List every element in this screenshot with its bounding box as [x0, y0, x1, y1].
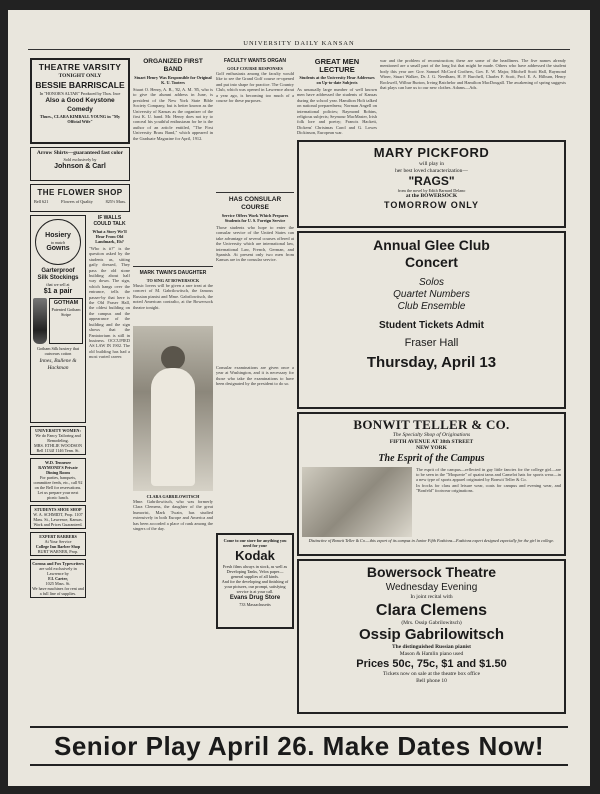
students-shoe-ad [30, 505, 86, 529]
photo-caption: CLARA GABRILOWITSCH [146, 494, 200, 499]
masthead-rule [28, 49, 570, 50]
bonwit-city: NEW YORK [416, 445, 447, 451]
hosiery-patented: Patented Gotham Stripe [51, 307, 81, 317]
pickford-venue: at the BOWERSOCK [405, 193, 458, 199]
column-two-divider [133, 266, 213, 267]
great-men-subhead: Students at the University Hear Addresses on Up-to-date Subjects [299, 75, 375, 85]
great-men-body: As unusually large number of well known men have addressed the students of Kansas during the school year. Hamilton Holt talked on national preparedness; Norman Angell on international policies; Raymond Robins, religious subjects; Seymour MacMaster, Irish folk lore and poetry; Francis Hackett, Dickens' Christmas Carol and G. Lowes Dickinson, European war. [297, 87, 377, 136]
first-band-subhead: Stuart Henry Was Responsible for Original K. U. Tooters [134, 75, 212, 85]
twain-daughter-body: Music lovers will be given a rare treat at the concert of M. Gabrilowitsch, the famous Russian pianist and Mme. Gabrilowitsch, the noted American contralto, at the Bowersock theatre tonight. [133, 283, 213, 310]
consular-head: HAS CONSULAR COURSE [228, 196, 282, 211]
corona-title: Corona and Fox Typewriters [32, 561, 84, 566]
flower-shop-flowers: Flowers of Quality [61, 199, 93, 204]
bonwit-text [416, 467, 561, 537]
barber-shop: College Inn Barber Shop [35, 544, 81, 549]
hosiery-seller: Innes, Bullene & Hackman [39, 358, 77, 371]
flower-shop-title: THE FLOWER SHOP [37, 188, 123, 197]
bowersock-desc: The distinguished Russian pianist [391, 644, 472, 650]
bonwit-teller-ad [297, 412, 566, 556]
walls-talk-subhead: What a Story We'll Hear From Old Landmark, Eh? [92, 229, 127, 244]
consular-subhead: Service Offers Work Which Prepares Students for U. S. Foreign Service [221, 213, 289, 223]
glee-date: Thursday, April 13 [366, 354, 497, 371]
great-men-continued: war and the problem of reconstruction; these are some of the headliners. The five names already mentioned are a small part of the long list that might be made. Others who have addressed the student body this year are: Gov. Samuel McCord Crothers, Gov. E. W. Major, Mitchell Scott Hall, Raymond Winer, Stuart Walker, Dr. J. G. Needham, H. P. Burchell, Charles F. Scott, Prof. E. A. Hilburn, Henry Rockwell, Wilbur Burton, Irving Batchelor and Hamilton MacDougall. The awakening of spring suggests that plays can lure us to our new clothes. Adams—Ads. [380, 58, 566, 91]
hosiery-tagline: Gotham Silk hosiery that outwears cotton [37, 346, 79, 356]
first-band-head: ORGANIZED FIRST BAND [143, 58, 203, 73]
students-text: W. A. SCHMIDT, Prop. 1107 Mass. St., Lawrence, Kansas. Work and Prices Guaranteed. [33, 512, 83, 527]
senior-play-banner [30, 726, 568, 766]
faculty-golf-head: FACULTY WANTS ORGAN [223, 58, 287, 64]
masthead: UNIVERSITY DAILY KANSAN [243, 40, 355, 47]
bowersock-ad [297, 559, 566, 714]
barbers-ad [30, 532, 86, 556]
raymonds-text: For parties, banquets, committee feeds, etc., call 92 on the Bell for reservations. Let us prepare your next picnic lunch. [33, 475, 83, 500]
clara-photo [133, 326, 213, 491]
theatre-varsity-ad [30, 58, 130, 144]
walls-talk-head: IF WALLS COULD TALK [93, 215, 126, 227]
consular-body: Those students who hope to enter the consular service of the United States can take advantage of several courses offered at the University which are international law, international Law, French, German, and Spanish. At present only two men from Kansas are in the consular service. [216, 225, 294, 263]
mary-pickford-ad [297, 140, 566, 228]
corona-note: We have machines for rent and a full line of supplies. [32, 586, 84, 596]
arrow-shirts-seller: Johnson & Carl [54, 162, 106, 170]
hosiery-and-walls [30, 215, 130, 426]
bonwit-content [302, 467, 561, 537]
glee-solos: Solos [418, 277, 444, 288]
hosiery-line1: Hosiery [45, 231, 71, 239]
pickford-when: TOMORROW ONLY [383, 199, 479, 210]
bowersock-clara: Clara Clemens [375, 601, 488, 619]
twain-daughter-subhead: TO SING AT BOWERSOCK [146, 278, 200, 283]
column-two [133, 58, 213, 718]
photo-dress [151, 368, 195, 486]
great-men-head: GREAT MEN LECTURE [314, 58, 360, 74]
corona-ad [30, 559, 86, 598]
flower-shop-address: 825½ Mass. [105, 199, 126, 204]
pickford-title: "RAGS" [408, 174, 455, 188]
first-band-body: Stuart O. Henry, A. B., '82, A. M. '85, who is to give the alumni address in June, is president of the New York State Bible Society Company, but is better known as the University of Kansas as the organizer of the first K. U. band. Mr. Henry does not try to conceal his youthful enthusiasm for he is the author of an article entitled, "The First University Brass Band," which appeared in the Graduate Magazine for April, 1912. [133, 87, 213, 141]
faculty-golf-body: Golf enthusiasts among the faculty would like to see the Grand Golf course re-opened and put into shape for practice. The Country Club, which was opened in Lawrence about a year ago, is becoming too much of a course for these purposes. [216, 71, 294, 104]
hosiery-silk: Silk Stockings [37, 275, 79, 281]
corona-seller: F.I. Carter, [48, 576, 68, 581]
right-ads [297, 140, 566, 717]
bonwit-footer: Distinctive of Bonwit Teller & Co.—this expert of its campus in Junior Fifth Fashions—Fashions expert designed especially for the girl in college. [308, 537, 555, 543]
glee-title-2: Concert [405, 254, 458, 270]
faculty-golf-subhead: GOLF COURSE RESPONSES [227, 66, 283, 71]
glee-tickets: Student Tickets Admit [378, 320, 484, 331]
tailor-name: MRS. ETHLIE WOODSON [34, 443, 82, 448]
glee-title-1: Annual Glee Club [373, 237, 490, 253]
pickford-author: from the novel by Edith Barnard Delano [397, 188, 466, 193]
flower-shop-bell: Bell 621 [34, 199, 49, 204]
flower-shop-ad [30, 184, 130, 212]
twain-daughter-body-2: Mme. Gabrilowitsch, who was formerly Clara Clemens, the daughter of the great humorist, Mark Twain, has studied extensively in both Europe and America and has been accorded a place of rank among the singers of the day. [133, 499, 213, 532]
university-women-ad [30, 426, 86, 455]
glee-ensemble: Club Ensemble [397, 301, 466, 312]
bowersock-phone: Bell phone 10 [416, 677, 447, 684]
barbers-title: EXPERT BARBERS [39, 534, 77, 539]
hosiery-line3: Gowns [46, 244, 70, 252]
hosiery-brand: GOTHAM [53, 300, 79, 306]
left-small-ads [30, 426, 86, 598]
bowersock-piano: Mason & Hamlin piano used [399, 650, 464, 657]
hosiery-wear: that we sell at [46, 282, 70, 287]
photo-head [161, 346, 185, 370]
senior-play-text: Senior Play April 26. Make Dates Now! [53, 730, 545, 761]
bowersock-title: Bowersock Theatre [366, 564, 497, 580]
left-column [30, 58, 130, 601]
column-three [216, 58, 294, 723]
hosiery-garterproof: Garterproof [41, 268, 75, 274]
theatre-varsity-thurs: Thurs., CLARA KIMBALL YOUNG in "My Official Wife" [39, 113, 121, 124]
consular-body-2: Consular examinations are given once a year at Washington, and it is necessary for those who take the examinations to have been designated by the president to do so. [216, 365, 294, 387]
kodak-store: Evans Drug Store [229, 595, 281, 601]
theatre-varsity-tonight: TONIGHT ONLY [58, 73, 102, 79]
theatre-varsity-title: THEATRE VARSITY [38, 62, 122, 72]
pickford-line1: will play in [418, 161, 445, 167]
bonwit-headline: The Esprit of the Campus [378, 452, 485, 464]
newspaper-page [8, 10, 590, 786]
arrow-shirts-line1: Arrow Shirts—guaranteed fast color [36, 150, 124, 156]
bowersock-prices: Prices 50c, 75c, $1 and $1.50 [356, 658, 507, 670]
glee-hall: Fraser Hall [404, 337, 459, 349]
flower-shop-info [34, 199, 126, 204]
barber-owner: BURT WARNER, Prop. [37, 549, 79, 554]
university-women-title: UNIVERSITY WOMEN: [35, 428, 81, 433]
kodak-brand: Kodak [235, 548, 275, 563]
glee-club-ad [297, 231, 566, 409]
hosiery-badge [35, 219, 81, 265]
bonwit-body-2: In frocks for class and leisure wear, coats for campus and evening wear, and "Bonfeld" footwear originations. [416, 482, 561, 494]
pickford-name: MARY PICKFORD [373, 145, 490, 160]
tailor-address: Bell 1134J 1146 Tenn. St. [36, 448, 80, 453]
corona-address: 1025 Mass. St. [45, 581, 71, 586]
bowersock-mrs: (Mrs. Ossip Gabrilowitsch) [401, 619, 462, 626]
hosiery-illustration [33, 298, 83, 344]
hosiery-ad [30, 215, 86, 423]
students-title: STUDENTS SHOE SHOP [34, 507, 82, 512]
gotham-label [49, 298, 83, 344]
kodak-ad [216, 533, 294, 629]
stocking-image [33, 298, 47, 344]
arrow-shirts-ad [30, 147, 130, 181]
kodak-line1: Come to our store for anything you need for your [223, 538, 287, 548]
university-women-text: We do Fancy Tailoring and Remodeling. [35, 433, 81, 443]
hosiery-price: $1 a pair [43, 288, 73, 295]
pickford-line2: her best loved characterization— [395, 167, 468, 174]
bonwit-body-1: The esprit of the campus—reflected in gay little fancies for the college girl—are to be seen in the "Moquerie" of quaint tams and Camelot hats for sports wear—in a new type of sports apparel originated by Bonwit Teller & Co. [416, 466, 561, 483]
column-three-divider [216, 192, 294, 193]
raymonds-ad [30, 458, 86, 502]
bowersock-ossip: Ossip Gabrilowitsch [358, 626, 505, 643]
theatre-varsity-comedy: Also a Good Keystone Comedy [45, 96, 115, 113]
kodak-body-2: And for the developing and finishing of your pictures, our prompt, satisfying service is at your call. [221, 579, 289, 594]
arrow-shirts-line2: Sold exclusively by [63, 156, 97, 162]
walls-talk-article [89, 215, 130, 423]
bowersock-day: Wednesday Evening [385, 582, 478, 593]
raymonds-title: W.D. Tennesee RAYMOND'S Private Dining Room [38, 460, 78, 475]
hosiery-line2: to match [50, 239, 66, 245]
bonwit-address: FIFTH AVENUE AT 38th STREET [389, 438, 474, 445]
bonwit-tagline: The Specialty Shop of Originations [392, 432, 471, 438]
corona-text: are sold exclusively in Lawrence by [39, 566, 77, 576]
barbers-text: At Your Service [44, 539, 72, 544]
kodak-body: Fresh films always in stock, as well as Developing Tanks, Velox paper—general supplies of all kinds. [222, 564, 288, 579]
kodak-address: 733 Massachusetts [239, 602, 271, 607]
twain-daughter-head: MARK TWAIN'S DAUGHTER [139, 270, 207, 276]
bowersock-recital: In joint recital with [410, 594, 453, 600]
theatre-varsity-play: In "HONOR'S ALTAR" Produced by Thos. Ince [39, 90, 121, 96]
bowersock-tickets: Tickets now on sale at the theatre box office [382, 671, 481, 677]
glee-quartet: Quartet Numbers [393, 289, 470, 300]
walls-talk-body: "Who is it?" is the question asked by the students as, sitting gaily dressed, They pass the old stone building about half way down. The sign, which hangs over the entrance, tells the passer-by that here is the Old Fraser Hall, the oldest building on the campus and the appearance of the building and the sign shows that the Pantatorium is still in business. OCCUPIED AS LAW IN 1902. The old building has had a most varied career. [89, 246, 130, 360]
theatre-varsity-star: BESSIE BARRISCALE [35, 79, 125, 90]
bonwit-name: BONWIT TELLER & CO. [353, 417, 510, 432]
bonwit-illustration [302, 467, 412, 537]
